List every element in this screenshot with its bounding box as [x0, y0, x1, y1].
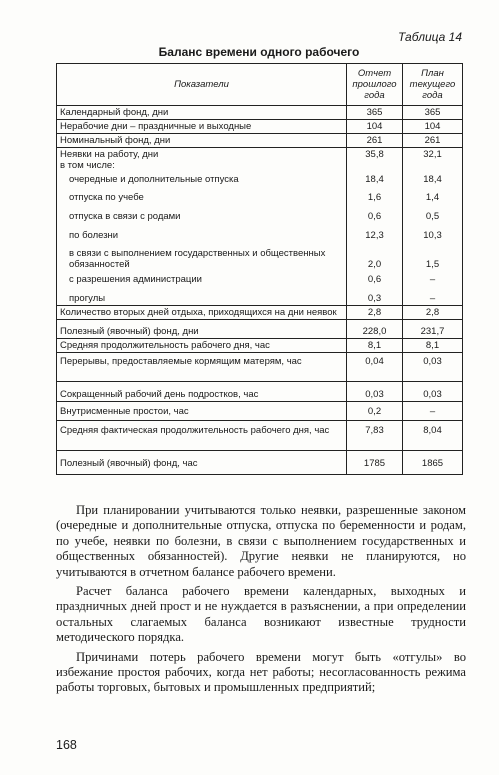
row-prev-value: 228,0 — [347, 320, 403, 339]
table-block — [56, 30, 462, 475]
row-label: Нерабочие дни – праздничные и выходные — [57, 120, 347, 134]
table-row — [57, 451, 463, 475]
table-row — [57, 106, 463, 120]
table-row — [57, 120, 463, 134]
row-prev-value: 1,6 — [347, 186, 403, 204]
table-row — [57, 186, 463, 204]
row-label: с разрешения администрации — [57, 271, 347, 286]
absences-prev-cell — [347, 148, 403, 187]
row-prev-value: 7,83 — [347, 421, 403, 451]
row-prev-value: 0,04 — [347, 353, 403, 382]
row-plan-value: 365 — [403, 106, 463, 120]
row-label: очередные и дополнительные отпуска — [69, 174, 239, 185]
row-label: Количество вторых дней отдыха, приходящихся на дни неявок — [57, 306, 347, 320]
row-prev-value: 0,2 — [347, 402, 403, 421]
row-label: Полезный (явочный) фонд, час — [57, 451, 347, 475]
row-plan-value: 231,7 — [403, 320, 463, 339]
row-plan-value: 261 — [403, 134, 463, 148]
row-prev-value: 0,6 — [347, 271, 403, 286]
header-current-plan: План текущего года — [403, 64, 463, 106]
table-row — [57, 320, 463, 339]
row-plan-value: 1,4 — [403, 186, 463, 204]
row-prev-value: 1785 — [347, 451, 403, 475]
row-prev-value: 12,3 — [347, 223, 403, 242]
row-plan-value: 0,5 — [403, 204, 463, 223]
row-label: Неявки на работу, дни — [60, 149, 159, 160]
table-number: Таблица 14 — [397, 30, 462, 44]
table-row — [57, 421, 463, 451]
table-row — [57, 286, 463, 306]
row-label: Календарный фонд, дни — [57, 106, 347, 120]
row-prev-value: 0,03 — [347, 382, 403, 402]
row-plan-value: – — [403, 402, 463, 421]
row-prev-value: 365 — [347, 106, 403, 120]
row-label: отпуска по учебе — [57, 186, 347, 204]
body-text — [56, 503, 466, 700]
row-prev-value — [350, 160, 399, 171]
table-row — [57, 382, 463, 402]
row-prev-value: 2,8 — [347, 306, 403, 320]
table-row — [57, 204, 463, 223]
row-label: прогулы — [57, 286, 347, 306]
row-label: Внутрисменные простои, час — [57, 402, 347, 421]
row-label: Средняя продолжительность рабочего дня, час — [57, 339, 347, 353]
row-prev-value: 18,4 — [365, 174, 384, 185]
table-row — [57, 134, 463, 148]
header-previous-year: Отчет прошлого года — [347, 64, 403, 106]
row-plan-value: 1,5 — [403, 242, 463, 271]
row-prev-value: 261 — [347, 134, 403, 148]
table-row-absences — [57, 148, 463, 187]
row-label: Сокращенный рабочий день подростков, час — [57, 382, 347, 402]
table-row — [57, 353, 463, 382]
row-prev-value: 104 — [347, 120, 403, 134]
paragraph: Причинами потерь рабочего времени могут быть «отгулы» во избежание простоя рабочих, когда нет работы; несогласованность режима работы торговых, бытовых и промышленных предприятий; — [56, 649, 466, 695]
row-prev-value: 2,0 — [347, 242, 403, 271]
row-label: Полезный (явочный) фонд, дни — [57, 320, 347, 339]
row-plan-value — [406, 160, 459, 171]
row-prev-value: 8,1 — [347, 339, 403, 353]
balance-table — [56, 63, 463, 475]
row-plan-value: 18,4 — [423, 174, 442, 185]
row-prev-value: 0,6 — [347, 204, 403, 223]
table-row — [57, 402, 463, 421]
row-label: в том числе: — [60, 160, 115, 171]
header-indicators: Показатели — [57, 64, 347, 106]
row-prev-value: 0,3 — [347, 286, 403, 306]
row-plan-value: 0,03 — [403, 353, 463, 382]
row-prev-value: 35,8 — [365, 149, 384, 160]
row-plan-value: – — [403, 271, 463, 286]
row-label: в связи с выполнением государственных и общественных обязанностей — [57, 242, 347, 271]
row-plan-value: 104 — [403, 120, 463, 134]
row-label: Перерывы, предоставляемые кормящим матерям, час — [57, 353, 347, 382]
row-label: Средняя фактическая продолжительность рабочего дня, час — [57, 421, 347, 451]
row-plan-value: – — [403, 286, 463, 306]
row-plan-value: 0,03 — [403, 382, 463, 402]
row-label: по болезни — [57, 223, 347, 242]
row-label: Номинальный фонд, дни — [57, 134, 347, 148]
row-plan-value: 10,3 — [403, 223, 463, 242]
row-plan-value: 1865 — [403, 451, 463, 475]
table-row — [57, 271, 463, 286]
row-plan-value: 32,1 — [423, 149, 442, 160]
absences-plan-cell — [403, 148, 463, 187]
row-plan-value: 8,04 — [403, 421, 463, 451]
page-number: 168 — [56, 738, 77, 752]
table-row — [57, 242, 463, 271]
table-row — [57, 339, 463, 353]
row-plan-value: 2,8 — [403, 306, 463, 320]
table-header-row — [57, 64, 463, 106]
table-row — [57, 306, 463, 320]
row-plan-value: 8,1 — [403, 339, 463, 353]
absences-cell — [57, 148, 347, 187]
table-row — [57, 223, 463, 242]
paragraph: При планировании учитываются только неявки, разрешенные законом (очередные и дополнительные отпуска, отпуска по беременности и родам, по учебе, неявки по болезни, в связи с выполнением государственных и общественных обязанностей). Другие неявки не планируются, но учитываются в отчетном балансе рабочего времени. — [56, 503, 466, 579]
table-title: Баланс времени одного рабочего — [158, 45, 360, 59]
paragraph: Расчет баланса рабочего времени календарных, выходных и праздничных дней прост и не нуждается в разъяснении, а при определении остальных слагаемых баланса возникают известные трудности методического порядка. — [56, 584, 466, 645]
row-label: отпуска в связи с родами — [57, 204, 347, 223]
